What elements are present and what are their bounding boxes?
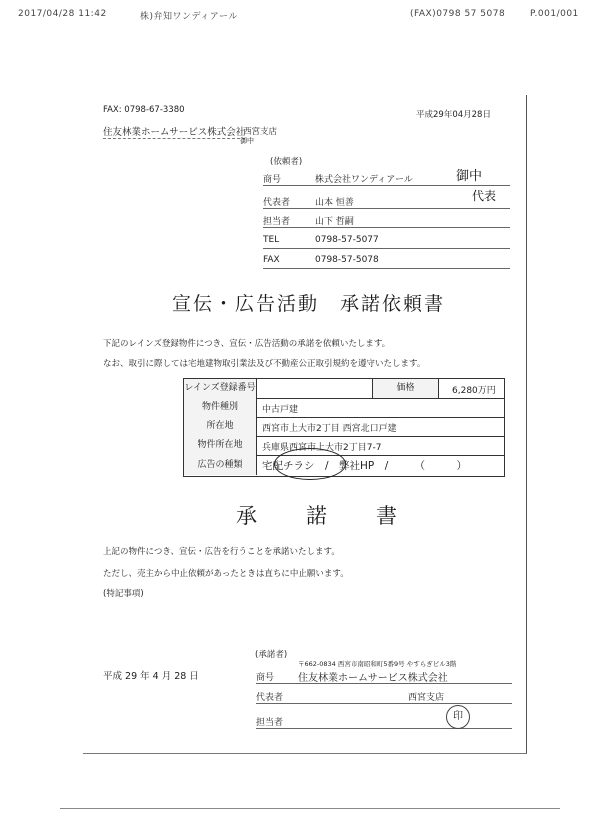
consenter-value: 西宮支店 <box>408 693 445 703</box>
table-value: 中古戸建 <box>262 405 299 415</box>
table-label: 物件所在地 <box>184 436 257 455</box>
consent-line-3: (特記事項) <box>103 589 144 599</box>
recipient-branch: 西宮支店 <box>243 127 278 137</box>
consent-line-2: ただし、売主から中止依頼があったときは直ちに中止願います。 <box>103 569 349 579</box>
consent-date: 平成 29 年 4 月 28 日 <box>103 671 199 682</box>
page-bottom-line <box>60 808 560 809</box>
sender-value: 株式会社ワンディアール <box>315 175 413 185</box>
intro-line-1: 下記のレインズ登録物件につき、宣伝・広告活動の承諾を依頼いたします。 <box>103 339 391 349</box>
sender-row <box>263 253 510 269</box>
fax-number: (FAX)0798 57 5078 <box>410 9 506 19</box>
document-date: 平成29年04月28日 <box>416 110 491 120</box>
recipient-suffix: 御中 <box>240 137 254 145</box>
to-fax-number: FAX: 0798-67-3380 <box>103 105 185 115</box>
recipient-company: 住友林業ホームサービス株式会社 <box>103 124 245 139</box>
price-label: 価格 <box>372 379 439 398</box>
consenter-row <box>256 668 512 684</box>
table-label: レインズ登録番号 <box>184 379 257 398</box>
table-value: 宅配チラシ / 弊社HP / （ ） <box>262 460 468 472</box>
table-value: 兵庫県西宮市上大市2丁目7-7 <box>262 443 382 453</box>
fax-sender: 株)弁知ワンディアール <box>140 12 238 22</box>
sender-row <box>263 212 510 228</box>
consenter-value: 住友林業ホームサービス株式会社 <box>298 673 448 684</box>
seal-mark: 印 <box>446 705 470 729</box>
hand-drawn-circle <box>274 448 346 480</box>
fax-datetime: 2017/04/28 11:42 <box>18 9 107 19</box>
consenter-row <box>256 688 512 704</box>
table-label: 広告の種類 <box>184 455 257 475</box>
sender-label: 代表者 <box>263 198 291 208</box>
intro-line-2: なお、取引に際しては宅地建物取引業法及び不動産公正取引規約を遵守いたします。 <box>103 359 426 369</box>
consenter-row <box>256 713 512 729</box>
handwritten-seal-1: 御中 <box>456 169 483 184</box>
consenter-label: 担当者 <box>256 718 284 728</box>
sender-value: 0798-57-5077 <box>315 235 379 245</box>
sender-value: 0798-57-5078 <box>315 255 379 265</box>
table-label: 所在地 <box>184 417 257 436</box>
consenter-label: 代表者 <box>256 693 284 703</box>
consenter-address: 〒662-0834 西宮市南昭和町5番9号 やすらぎビル3階 <box>298 660 457 668</box>
sender-label: 担当者 <box>263 217 291 227</box>
sender-label: TEL <box>263 235 280 245</box>
table-row <box>184 417 504 437</box>
sender-label: 商号 <box>263 175 282 185</box>
consent-title: 承 諾 書 <box>236 504 411 528</box>
fax-page: P.001/001 <box>530 9 579 19</box>
consent-line-1: 上記の物件につき、宣伝・広告を行うことを承諾いたします。 <box>103 547 340 557</box>
table-row <box>184 398 504 418</box>
document-title: 宣伝・広告活動 承諾依頼書 <box>172 293 446 315</box>
table-label: 物件種別 <box>184 398 257 417</box>
table-row <box>184 379 504 399</box>
sender-value: 山下 哲嗣 <box>315 217 354 227</box>
table-value: 西宮市上大市2丁目 西宮北口戸建 <box>262 424 397 434</box>
handwritten-seal-2: 代表 <box>472 189 497 203</box>
sender-value: 山本 恒善 <box>315 198 354 208</box>
price-value: 6,280万円 <box>452 386 496 396</box>
sender-heading: (依頼者) <box>270 157 303 167</box>
table-row <box>184 436 504 456</box>
sender-row <box>263 233 510 249</box>
consenter-label: 商号 <box>256 673 275 683</box>
consenter-heading: (承諾者) <box>255 650 288 660</box>
sender-label: FAX <box>263 255 280 265</box>
